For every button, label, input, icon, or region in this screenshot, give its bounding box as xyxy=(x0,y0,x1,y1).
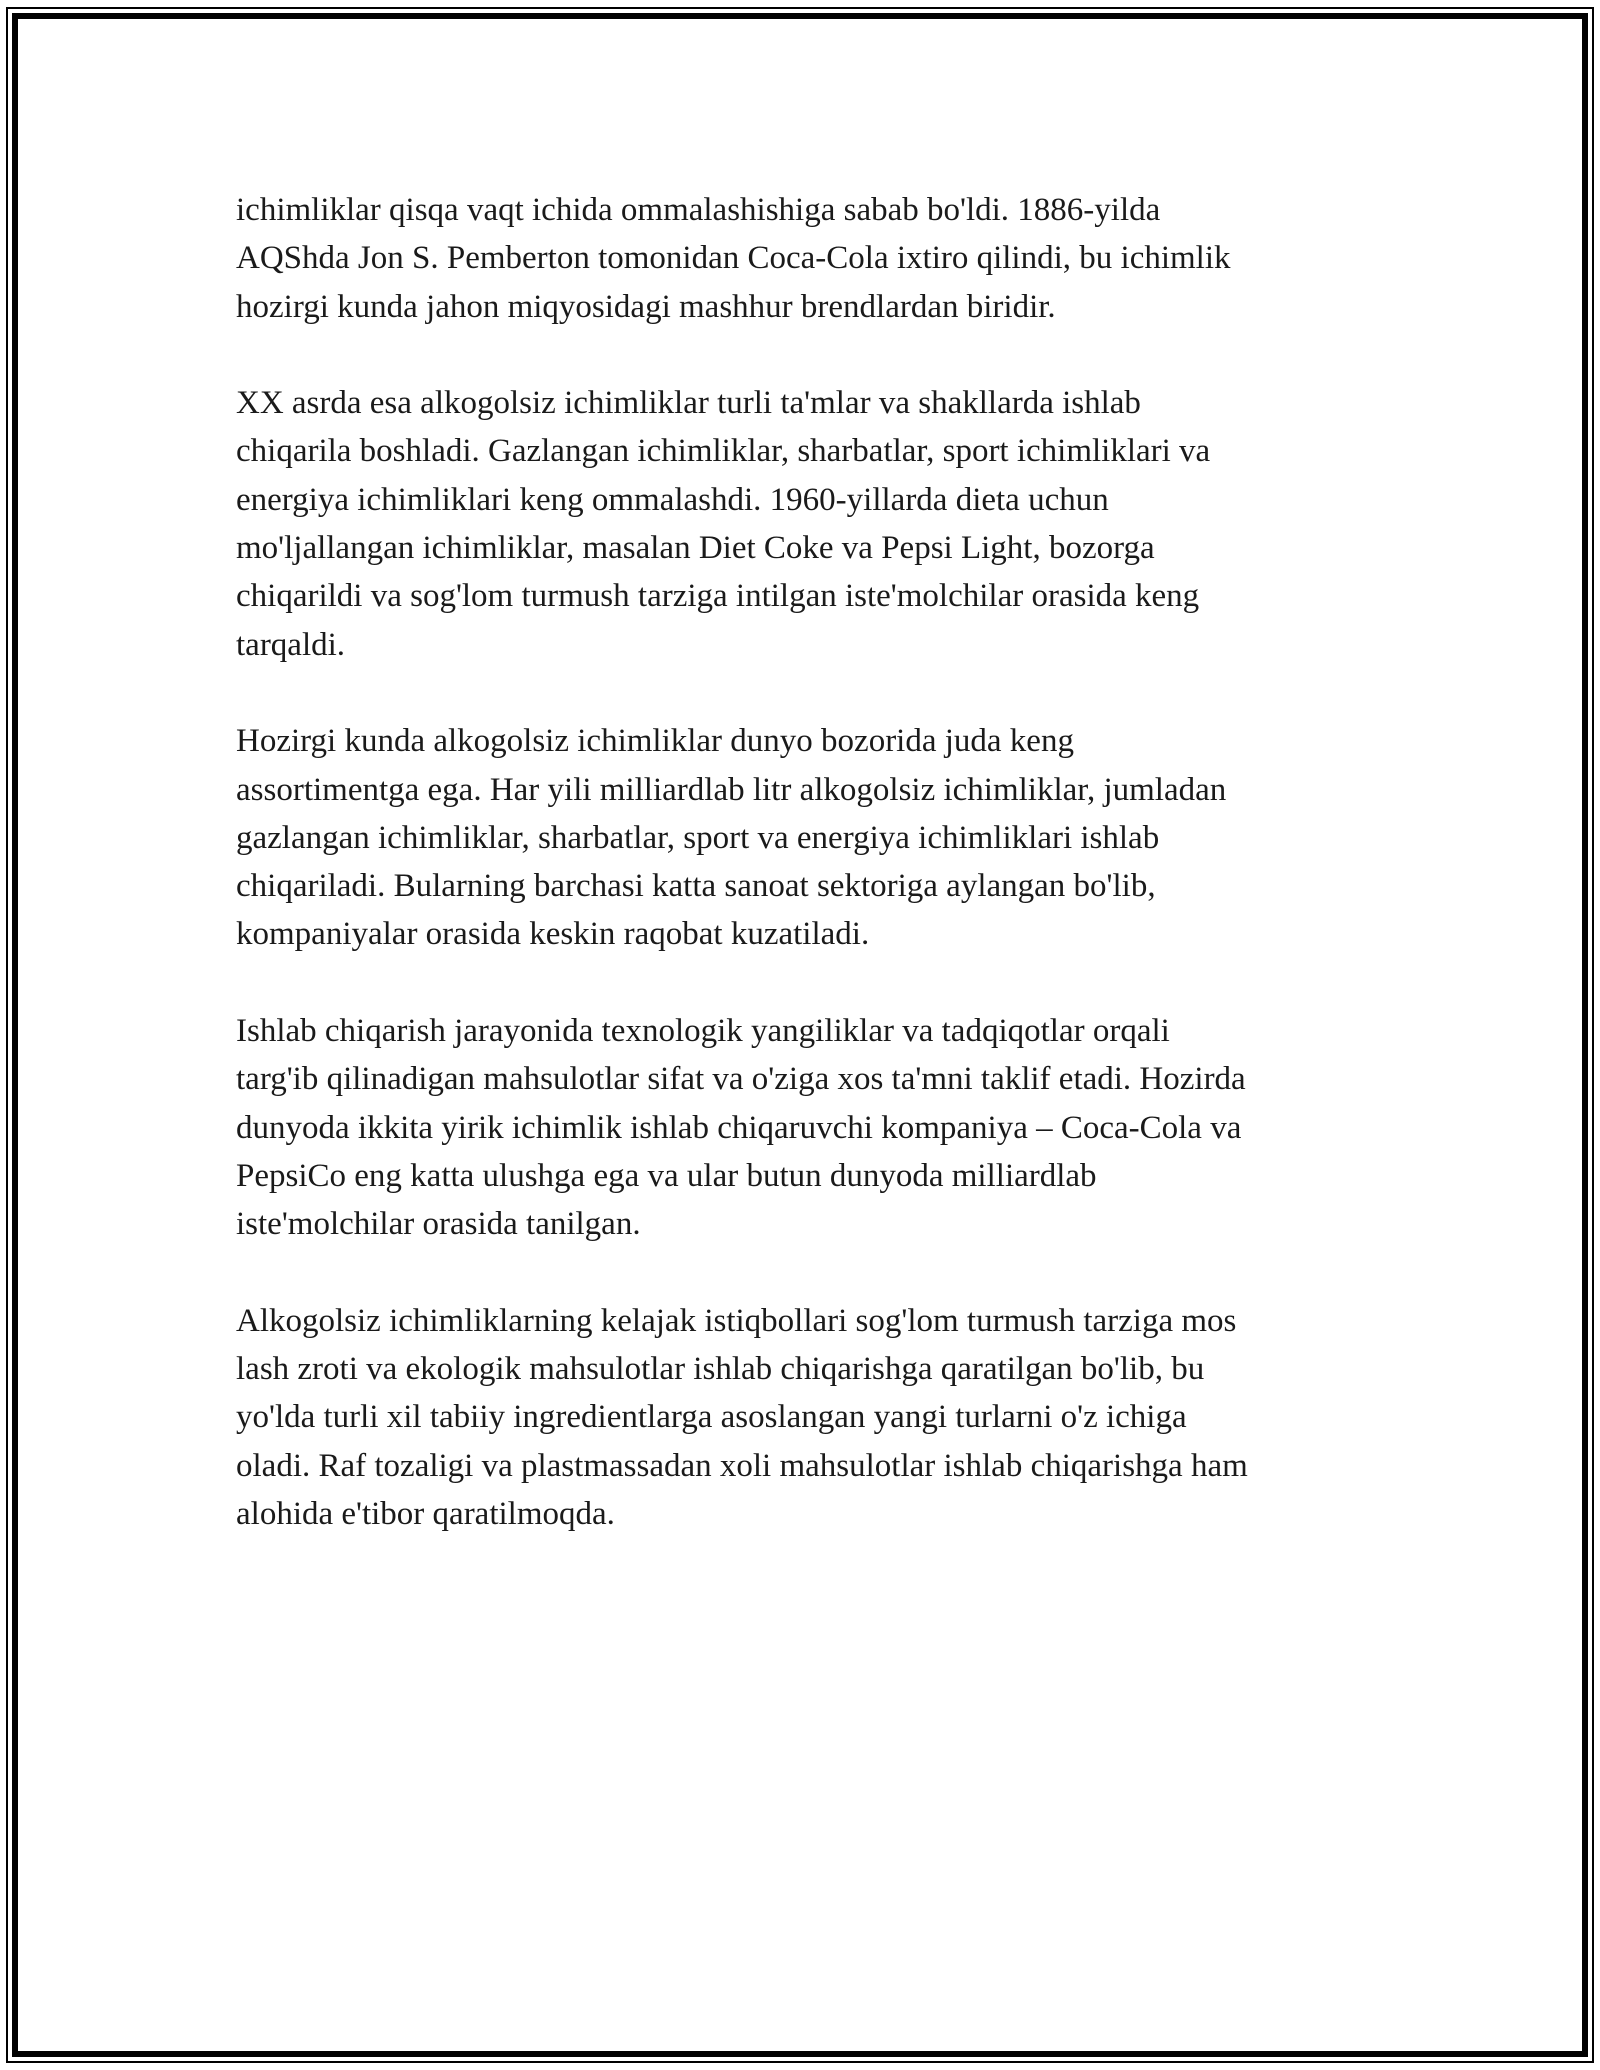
paragraph-5: Alkogolsiz ichimliklarning kelajak istiqbollari sog'lom turmush tarziga mos lash zroti va ekologik mahsulotlar ishlab chiqarishga qaratilgan bo'lib, bu yo'lda turli xil tabiiy ingredientlarga asoslangan yangi turlarni o'z ichiga oladi. Raf tozaligi va plastmassadan xoli mahsulotlar ishlab chiqarishga ham alohida e'tibor qaratilmoqda. xyxy=(236,1302,1248,1533)
paragraph-1: ichimliklar qisqa vaqt ichida ommalashishiga sabab bo'ldi. 1886-yilda AQShda Jon S. Pemberton tomonidan Coca-Cola ixtiro qilindi, bu ichimlik hozirgi kunda jahon miqyosidagi mashhur brendlardan biridir. xyxy=(236,192,1231,325)
paragraph-4: Ishlab chiqarish jarayonida texnologik yangiliklar va tadqiqotlar orqali targ'ib qilinadigan mahsulotlar sifat va o'ziga xos ta'mni taklif etadi. Hozirda dunyoda ikkita yirik ichimlik ishlab chiqaruvchi kompaniya – Coca-Cola va PepsiCo eng katta ulushga ega va ular butun dunyoda milliardlab iste'molchilar orasida tanilgan. xyxy=(236,1013,1246,1243)
paragraph-3: Hozirgi kunda alkogolsiz ichimliklar dunyo bozorida juda keng assortimentga ega. Har yili milliardlab litr alkogolsiz ichimliklar, jumladan gazlangan ichimliklar, sharbatlar, sport va energiya ichimliklari ishlab chiqariladi. Bularning barchasi katta sanoat sektoriga aylangan bo'lib, kompaniyalar orasida keskin raqobat kuzatiladi. xyxy=(236,723,1227,953)
paragraph-2: XX asrda esa alkogolsiz ichimliklar turli ta'mlar va shakllarda ishlab chiqarila boshladi. Gazlangan ichimliklar, sharbatlar, sport ichimliklari va energiya ichimliklari keng ommalashdi. 1960-yillarda dieta uchun mo'ljallangan ichimliklar, masalan Diet Coke va Pepsi Light, bozorga chiqarildi va sog'lom turmush tarziga intilgan iste'molchilar orasida keng tarqaldi. xyxy=(236,385,1211,663)
document-body xyxy=(236,186,1366,1587)
